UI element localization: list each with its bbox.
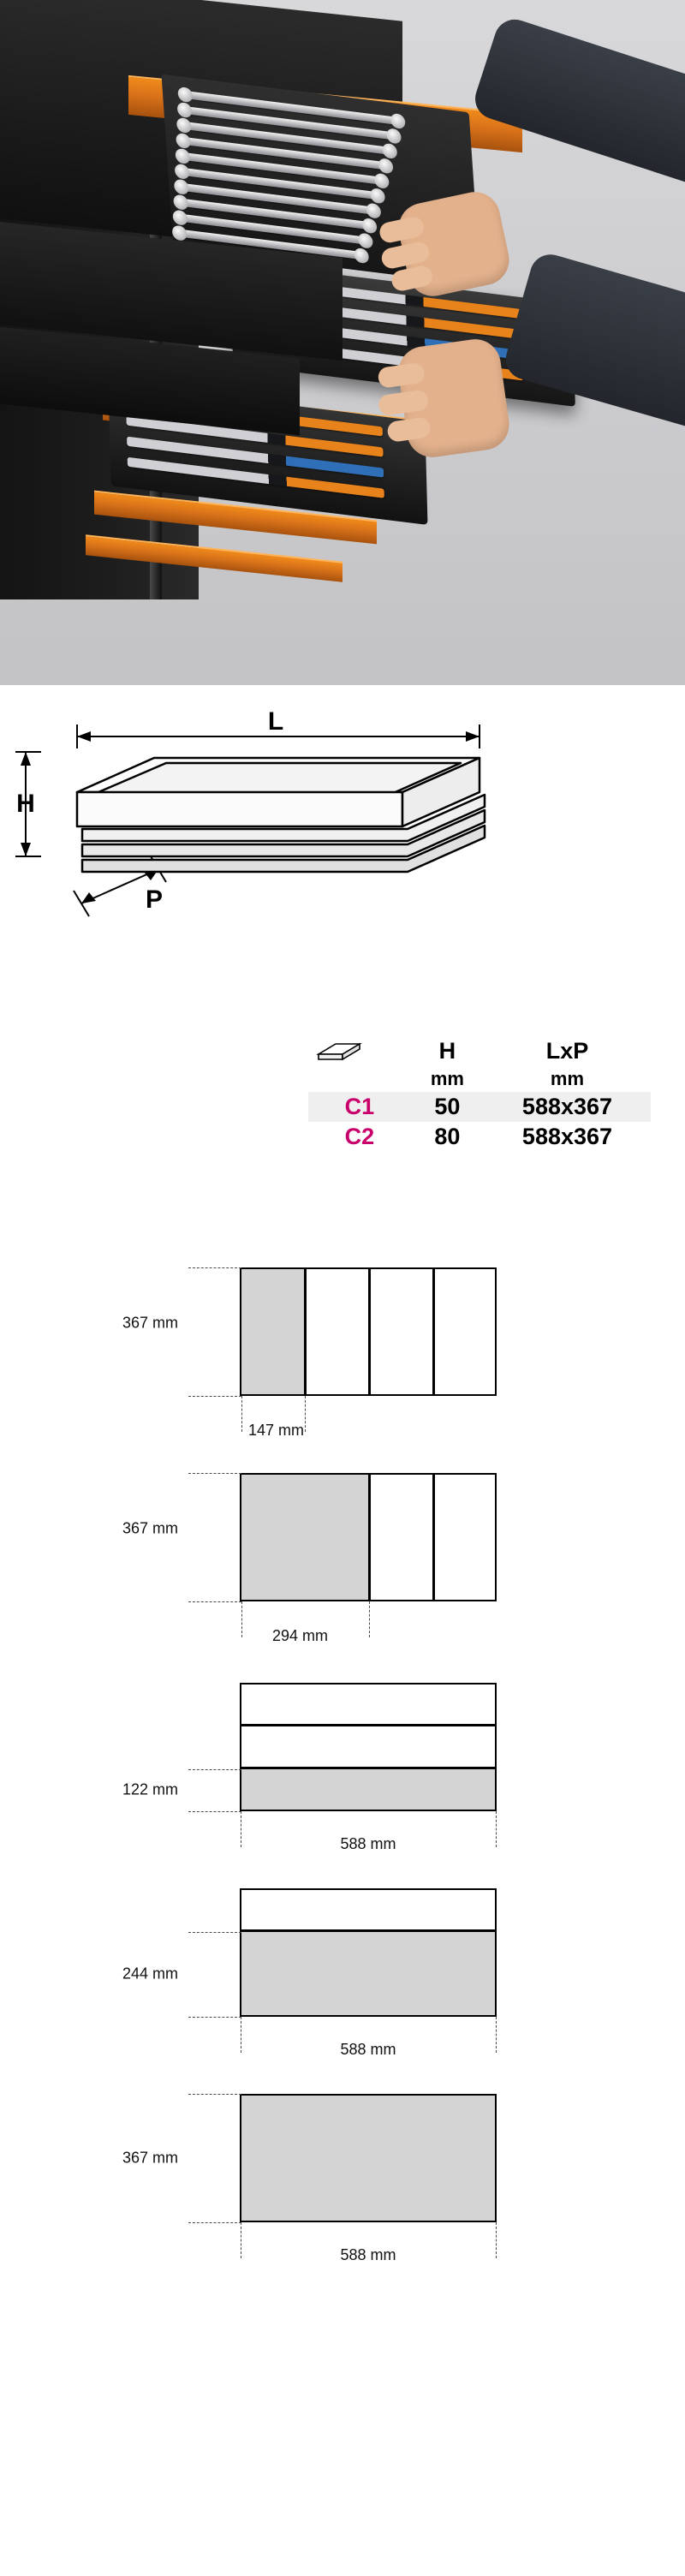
table-unit-height: mm	[430, 1068, 464, 1089]
layout3-dash-top	[188, 1769, 241, 1770]
layout5-dash-right	[496, 2222, 497, 2258]
label-depth: P	[145, 886, 164, 914]
layout4-dash-top	[188, 1932, 241, 1933]
row-code-c2: C2	[308, 1122, 411, 1152]
table-header-icon-cell	[308, 1036, 411, 1066]
table-unit-spacer	[308, 1066, 411, 1092]
layout3-bottom-label: 588 mm	[340, 1835, 396, 1852]
table-unit-size: mm	[550, 1068, 585, 1089]
layout5-dash-top	[188, 2094, 241, 2095]
layout4-bottom-label: 588 mm	[340, 2041, 396, 2058]
layout5-side-label: 367 mm	[122, 2149, 178, 2167]
layout1-divider-2	[368, 1269, 371, 1394]
layout2-bottom-label: 294 mm	[272, 1627, 329, 1644]
row-size-c1: 588x367	[484, 1092, 651, 1122]
layout1-dash-right	[305, 1396, 306, 1432]
layout2-dash-right	[369, 1601, 370, 1637]
table-row	[308, 1092, 651, 1122]
layout1-divider-1	[304, 1269, 307, 1394]
row-height-c1: 50	[411, 1092, 484, 1122]
layout1-divider-3	[432, 1269, 435, 1394]
table-row	[308, 1122, 651, 1152]
product-photo	[0, 0, 685, 685]
layout2-dash-top	[188, 1473, 241, 1474]
layout2-dash-bottom	[188, 1601, 241, 1602]
layout4-dash-bottom	[188, 2017, 241, 2018]
layout1-dash-bottom	[188, 1396, 241, 1397]
label-height: H	[16, 790, 35, 818]
table-unit-row	[308, 1066, 651, 1092]
layout4-side-label: 244 mm	[122, 1965, 178, 1983]
layout4-dash-right	[496, 2017, 497, 2053]
layout2-dash-left	[241, 1601, 242, 1637]
row-size-c2: 588x367	[484, 1122, 651, 1152]
layout2-divider-1	[368, 1475, 371, 1600]
layout4-highlight	[241, 1932, 495, 2015]
hand-lower	[396, 336, 513, 460]
layout3-dash-right	[496, 1811, 497, 1847]
layout2-side-label: 367 mm	[122, 1519, 178, 1537]
layout5-dash-bottom	[188, 2222, 241, 2223]
table-header-row	[308, 1036, 651, 1066]
layout1-dash-left	[241, 1396, 242, 1432]
row-height-c2: 80	[411, 1122, 484, 1152]
drawer-iso-svg	[0, 685, 685, 1028]
layout2-divider-2	[432, 1475, 435, 1600]
dimension-table-grid	[308, 1036, 651, 1152]
label-length: L	[267, 707, 284, 736]
drawer-dimension-diagram	[0, 685, 685, 1028]
layout3-dash-bottom	[188, 1811, 241, 1812]
layout1-side-label: 367 mm	[122, 1314, 178, 1332]
tray-icon	[313, 1039, 365, 1064]
layout1-bottom-label: 147 mm	[248, 1422, 305, 1439]
layout1-highlight	[241, 1269, 304, 1394]
layout3-highlight	[241, 1769, 495, 1810]
table-header-height: H	[438, 1038, 456, 1064]
layout2-highlight	[241, 1475, 368, 1600]
layout3-side-label: 122 mm	[122, 1780, 178, 1798]
layout3-divider-1	[241, 1724, 495, 1726]
layout5-bottom-label: 588 mm	[340, 2246, 396, 2263]
dimension-table	[308, 1036, 676, 1152]
table-header-size: LxP	[545, 1038, 589, 1064]
layout1-dash-top	[188, 1267, 241, 1268]
row-code-c1: C1	[308, 1092, 411, 1122]
layout5-highlight	[241, 2096, 495, 2221]
